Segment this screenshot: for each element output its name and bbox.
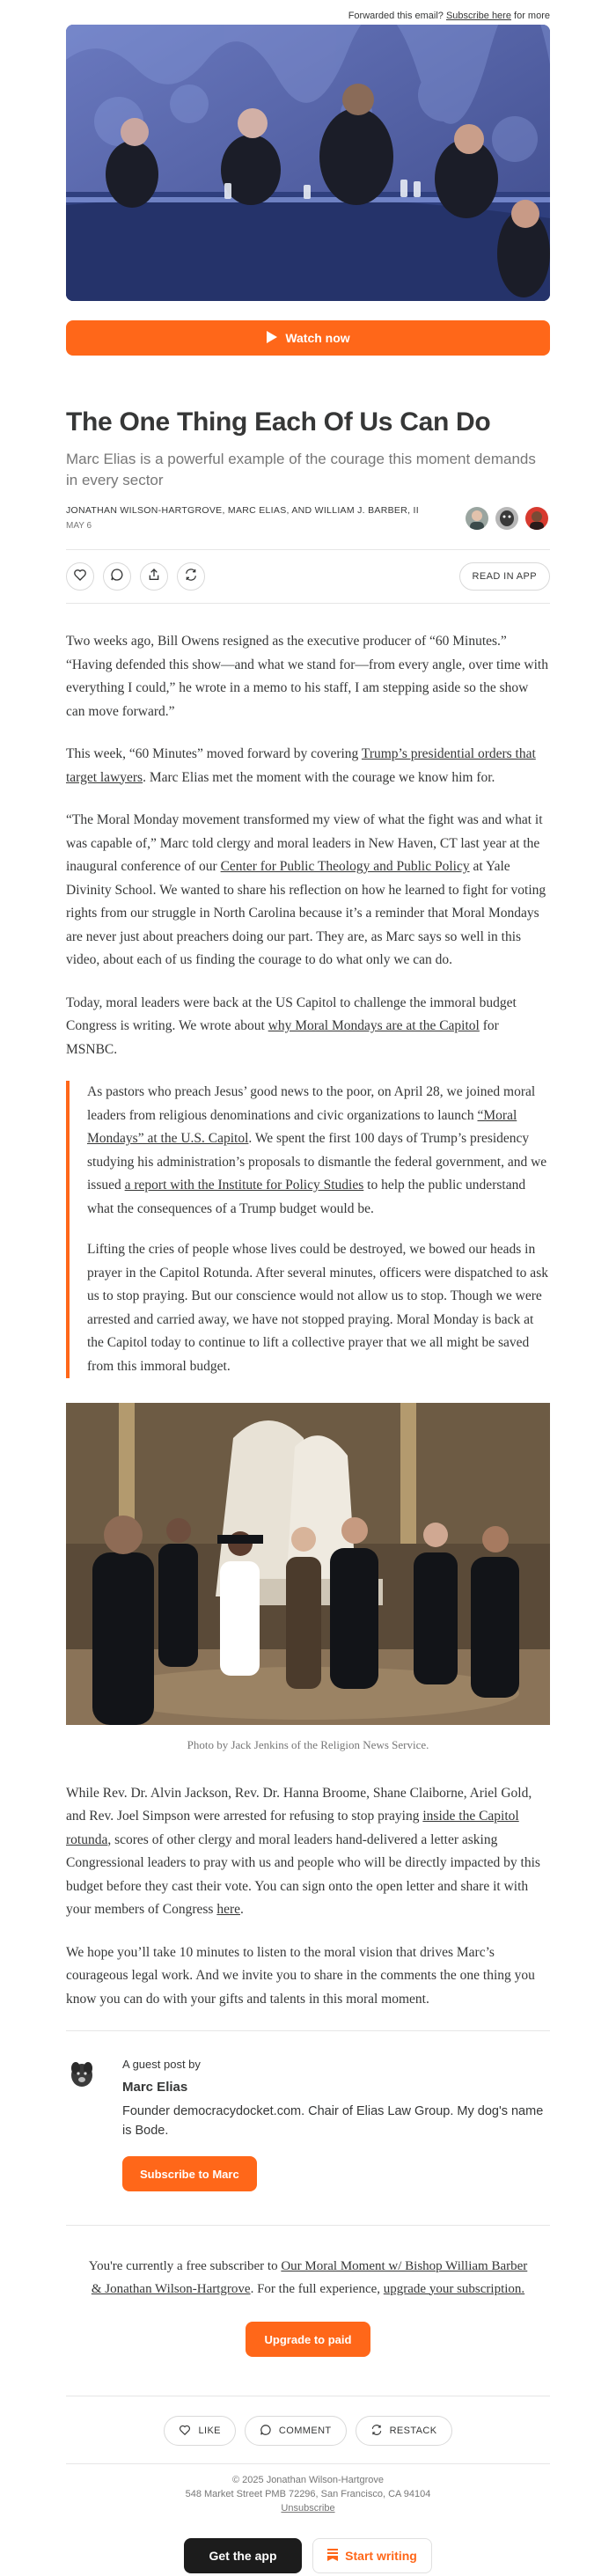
bookmark-logo-icon <box>327 2549 338 2564</box>
post-subtitle: Marc Elias is a powerful example of the courage this moment demands in every sector <box>66 451 536 488</box>
open-letter-link[interactable]: here <box>216 1902 241 1917</box>
guest-author-block <box>66 2031 550 2225</box>
footer-restack-button[interactable]: RESTACK <box>356 2416 452 2446</box>
subscription-notice: You're currently a free subscriber to Our Moral Moment w/ Bishop William Barber & Jonathan Wilson-Hartgrove. For the full experience, upgrade your subscription. <box>88 2259 528 2296</box>
heart-icon <box>73 568 87 586</box>
unsubscribe-link[interactable]: Unsubscribe <box>281 2503 335 2514</box>
post-title[interactable]: The One Thing Each Of Us Can Do <box>66 407 491 437</box>
avatar[interactable] <box>524 505 550 532</box>
paragraph: “The Moral Monday movement transformed my view of what the fight was and what it was capable of,” Marc told clergy and moral leaders in New Haven, CT last year at the inaugural conference of our Center for Public Theology and Public Policy at Yale Divinity School. We wanted to share his reflection on how he learned to fight for voting rights from our struggle in North Carolina because it’s a reminder that Moral Mondays are never just about preachers doing our part. They are, as Marc says so well in this video, about each of us finding the courage to do what only we can do. <box>66 812 546 967</box>
avatar[interactable] <box>494 505 520 532</box>
upgrade-to-paid-button[interactable]: Upgrade to paid <box>246 2322 371 2357</box>
email-container <box>66 0 550 2573</box>
for-more-text: for more <box>514 11 550 21</box>
post-action-bar <box>66 549 550 604</box>
upgrade-subscription-link[interactable]: upgrade your subscription. <box>383 2281 525 2296</box>
quote-paragraph: As pastors who preach Jesus’ good news to the poor, on April 28, we joined moral leaders from religious denominations and civic organizations to launch “Moral Mondays” at the U.S. Capitol. We spent the first 100 days of Trump’s presidency studying his administration’s proposals to dismantle the federal government, and we issued a report with the Institute for Policy Studies to help the public understand what the consequences of a Trump budget would be. <box>87 1084 547 1216</box>
guest-author-name[interactable]: Marc Elias <box>122 2080 188 2095</box>
blockquote <box>66 1081 550 1378</box>
byline <box>66 505 550 532</box>
comment-icon <box>110 568 124 586</box>
moral-mondays-capitol-link[interactable]: why Moral Mondays are at the Capitol <box>268 1018 480 1033</box>
start-writing-button[interactable]: Start writing <box>312 2538 432 2573</box>
video-thumbnail[interactable] <box>66 25 550 301</box>
footer-actions <box>66 2396 550 2463</box>
moral-mondays-us-capitol-link[interactable]: “Moral Mondays” at the U.S. Capitol <box>87 1107 517 1146</box>
post-authors[interactable]: JONATHAN WILSON-HARTGROVE, MARC ELIAS, AND WILLIAM J. BARBER, II <box>66 505 419 516</box>
footer-info <box>66 2464 550 2515</box>
share-icon <box>147 568 161 586</box>
post-body <box>66 630 550 2011</box>
comment-button[interactable] <box>103 562 131 591</box>
ips-report-link[interactable]: a report with the Institute for Policy Studies <box>124 1178 364 1193</box>
paragraph: While Rev. Dr. Alvin Jackson, Rev. Dr. Hanna Broome, Shane Claiborne, Ariel Gold, and Rev. Joel Simpson were arrested for refusing to stop praying inside the Capitol rotunda, scores of other clergy and moral leaders hand-delivered a letter asking Congressional leaders to pray with us and people who will be directly impacted by this budget before they cast their vote. You can sign onto the open letter and share it with your members of Congress here. <box>66 1785 540 1917</box>
trump-orders-link[interactable]: Trump’s presidential orders that target lawyers <box>66 746 536 785</box>
publication-link[interactable]: Our Moral Moment w/ Bishop William Barber & Jonathan Wilson-Hartgrove <box>91 2259 528 2296</box>
paragraph: Two weeks ago, Bill Owens resigned as the executive producer of “60 Minutes.” “Having defended this show—and what we stand for—from every angle, over time with everything I could,” he wrote in a memo to his staff, I am stepping aside so the show can move forward.” <box>66 634 548 719</box>
restack-icon <box>184 568 198 586</box>
paragraph: This week, “60 Minutes” moved forward by covering Trump’s presidential orders that target lawyers. Marc Elias met the moment with the courage we know him for. <box>66 746 536 785</box>
guest-author-bio: Founder democracydocket.com. Chair of Elias Law Group. My dog's name is Bode. <box>122 2104 544 2138</box>
footer-comment-button[interactable]: COMMENT <box>245 2416 347 2446</box>
capitol-rotunda-link[interactable]: inside the Capitol rotunda <box>66 1809 519 1847</box>
watch-now-label: Watch now <box>285 331 350 345</box>
paragraph: We hope you’ll take 10 minutes to listen to the moral vision that drives Marc’s courageous legal work. And we invite you to share in the comments the one thing you know you can do with your gifts and talents in this moral moment. <box>66 1944 535 2007</box>
address: 548 Market Street PMB 72296, San Francisco, CA 94104 <box>185 2489 431 2499</box>
restack-icon <box>370 2424 383 2439</box>
forwarded-text: Forwarded this email? <box>348 11 444 21</box>
paragraph: Today, moral leaders were back at the US Capitol to challenge the immoral budget Congress is writing. We wrote about why Moral Mondays are at the Capitol for MSNBC. <box>66 994 517 1057</box>
guest-avatar[interactable] <box>66 2058 101 2191</box>
watch-now-button[interactable] <box>66 320 550 356</box>
center-public-theology-link[interactable]: Center for Public Theology and Public Policy <box>220 859 470 874</box>
play-icon <box>266 330 278 347</box>
photo-caption: Photo by Jack Jenkins of the Religion News Service. <box>187 1738 429 1751</box>
app-buttons <box>66 2538 550 2573</box>
share-button[interactable] <box>140 562 168 591</box>
author-avatars <box>464 505 550 532</box>
footer-like-button[interactable]: LIKE <box>164 2416 235 2446</box>
like-button[interactable] <box>66 562 94 591</box>
copyright: © 2025 Jonathan Wilson-Hartgrove <box>232 2475 384 2485</box>
get-the-app-button[interactable]: Get the app <box>184 2538 302 2573</box>
subscribe-to-marc-button[interactable]: Subscribe to Marc <box>122 2156 257 2191</box>
avatar[interactable] <box>464 505 490 532</box>
read-in-app-button[interactable]: READ IN APP <box>459 562 550 591</box>
guest-post-label: A guest post by <box>122 2058 201 2071</box>
post-date: MAY 6 <box>66 521 92 531</box>
quote-paragraph: Lifting the cries of people whose lives could be destroyed, we bowed our heads in prayer in the Capitol Rotunda. After several minutes, officers were dispatched to ask us to stop praying. But our conscience would not allow us to stop. Though we were arrested and carried away, we have not stopped praying. Moral Monday is back at the Capitol today to continue to lift a collective prayer that we all might be saved from this immoral budget. <box>87 1242 548 1374</box>
comment-icon <box>260 2424 272 2439</box>
heart-icon <box>179 2424 191 2439</box>
rotunda-photo[interactable] <box>66 1403 550 1725</box>
restack-button[interactable] <box>177 562 205 591</box>
forwarded-note <box>66 0 550 25</box>
subscribe-here-link[interactable]: Subscribe here <box>445 11 511 21</box>
